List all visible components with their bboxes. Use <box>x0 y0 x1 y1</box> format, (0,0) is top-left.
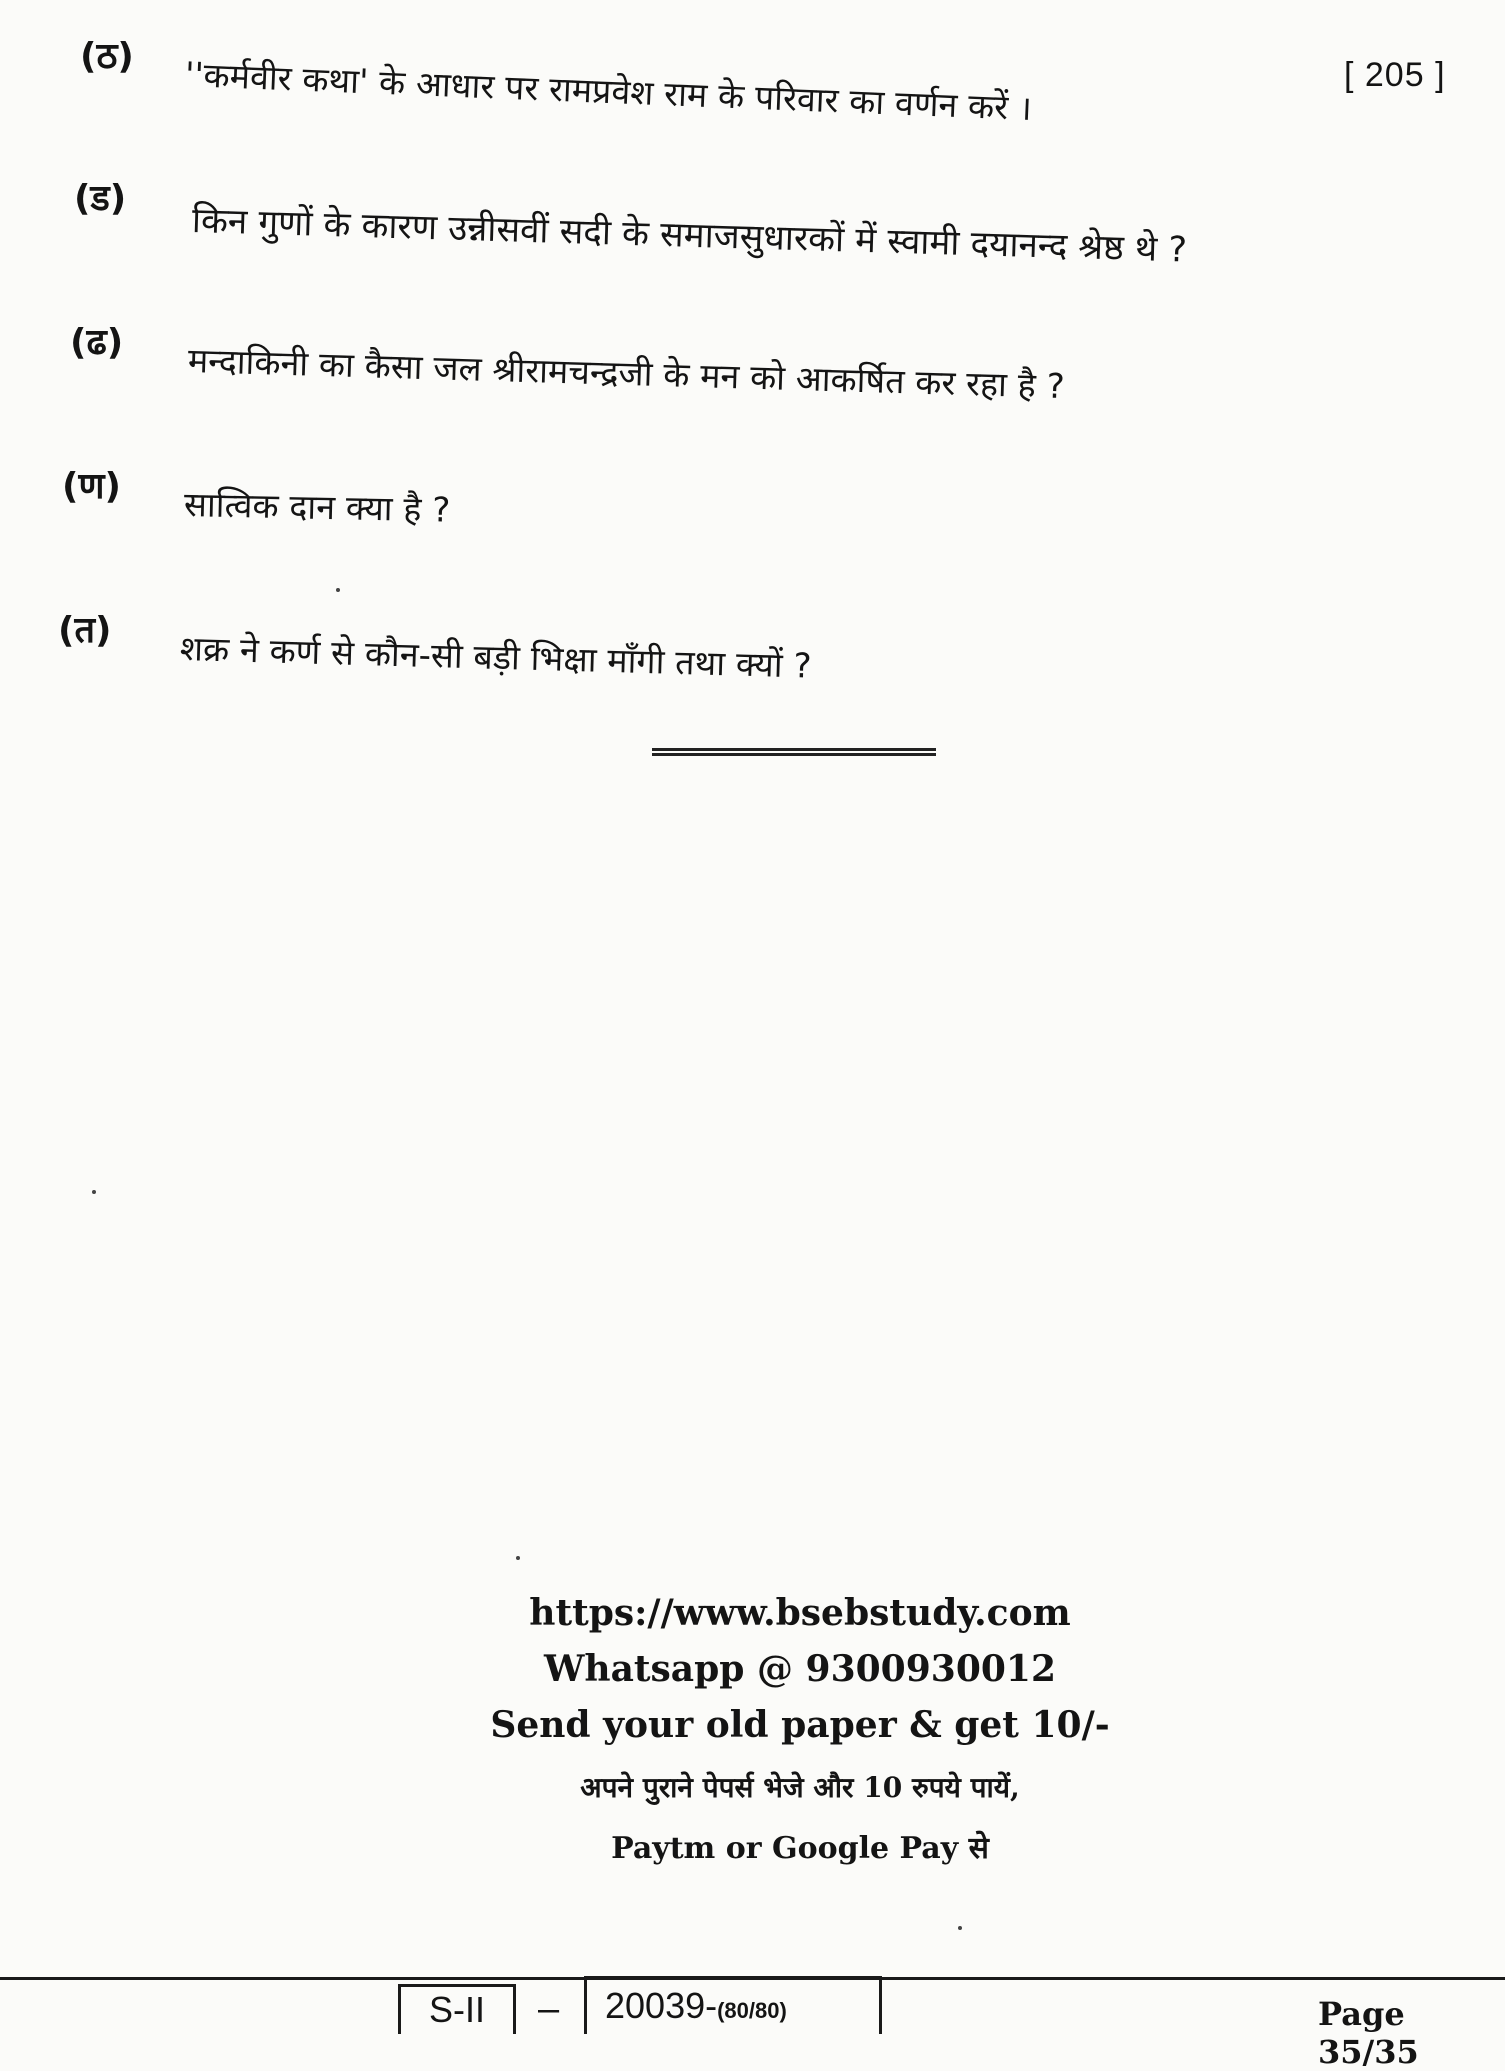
promo-payment: Paytm or Google Pay से <box>611 1831 989 1866</box>
question-text: मन्दाकिनी का कैसा जल श्रीरामचन्द्रजी के मन को आकर्षित कर रहा है ? <box>187 341 1066 408</box>
question-text: ''कर्मवीर कथा' के आधार पर रामप्रवेश राम के परिवार का वर्णन करें । <box>184 55 1033 129</box>
promo-offer: Send your old paper & get 10/- <box>490 1704 1110 1746</box>
promo-whatsapp: Whatsapp @ 9300930012 <box>543 1648 1057 1690</box>
question-label: (ठ) <box>80 36 134 77</box>
question-label: (ण) <box>62 466 121 507</box>
question-label: (ढ) <box>70 322 124 363</box>
promo-url: https://www.bsebstudy.com <box>529 1592 1071 1634</box>
promo-hindi-offer: अपने पुराने पेपर्स भेजे और 10 रुपये पायें, <box>580 1771 1020 1804</box>
question-text: शक्र ने कर्ण से कौन-सी बड़ी भिक्षा माँगी तथा क्यों ? <box>179 629 813 687</box>
question-label: (त) <box>58 610 112 651</box>
footer-separator: – <box>538 1988 560 2030</box>
page-code: [ 205 ] <box>1344 56 1446 94</box>
question-text: सात्विक दान क्या है ? <box>183 485 451 531</box>
set-code-box <box>398 1984 516 2034</box>
paper-code: 20039- <box>605 1985 718 2026</box>
scan-speck <box>92 1190 96 1194</box>
page-number: Page 35/35 <box>1318 1995 1419 2071</box>
paper-code-suffix: (80/80) <box>717 1998 787 2023</box>
question-label: (ड) <box>74 178 127 219</box>
set-code: S-II <box>428 1989 485 2030</box>
scan-speck <box>336 588 340 592</box>
question-text: किन गुणों के कारण उन्नीसवीं सदी के समाजसुधारकों में स्वामी दयानन्द श्रेष्ठ थे ? <box>191 201 1188 271</box>
scan-speck <box>516 1556 520 1560</box>
scan-speck <box>958 1926 962 1930</box>
end-of-questions-rule <box>652 748 936 756</box>
paper-code-box <box>584 1976 882 2034</box>
